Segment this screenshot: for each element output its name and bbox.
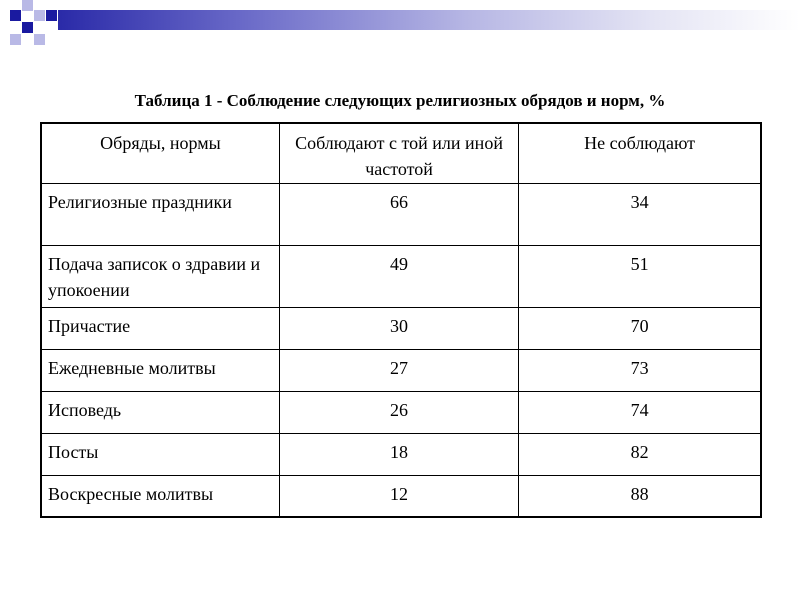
observe-value: 27 <box>279 349 518 391</box>
decor-square <box>46 10 57 21</box>
observe-value: 18 <box>279 433 518 475</box>
decor-square <box>22 0 33 11</box>
table-row <box>41 391 761 433</box>
table-row <box>41 183 761 245</box>
data-table <box>40 122 762 518</box>
table-row <box>41 475 761 517</box>
row-label: Воскресные молитвы <box>41 475 279 517</box>
table-row <box>41 307 761 349</box>
not-observe-value: 73 <box>519 349 761 391</box>
not-observe-value: 70 <box>519 307 761 349</box>
observe-value: 26 <box>279 391 518 433</box>
decor-square <box>22 22 33 33</box>
table-row <box>41 349 761 391</box>
not-observe-value: 82 <box>519 433 761 475</box>
slide-header-decoration <box>0 0 800 50</box>
decor-square <box>10 10 21 21</box>
decor-square <box>34 34 45 45</box>
decor-square <box>34 10 45 21</box>
row-label: Подача записок о здравии и упокоении <box>41 245 279 307</box>
decor-square <box>10 34 21 45</box>
not-observe-value: 34 <box>519 183 761 245</box>
table-row <box>41 433 761 475</box>
not-observe-value: 88 <box>519 475 761 517</box>
observe-value: 49 <box>279 245 518 307</box>
not-observe-value: 74 <box>519 391 761 433</box>
table-title: Таблица 1 - Соблюдение следующих религиозных обрядов и норм, % <box>134 91 666 110</box>
decor-gradient-bar <box>58 10 800 30</box>
observe-value: 12 <box>279 475 518 517</box>
observe-value: 66 <box>279 183 518 245</box>
column-header: Обряды, нормы <box>41 123 279 183</box>
row-label: Причастие <box>41 307 279 349</box>
row-label: Ежедневные молитвы <box>41 349 279 391</box>
column-header: Соблюдают с той или иной частотой <box>279 123 518 183</box>
table-row <box>41 245 761 307</box>
observe-value: 30 <box>279 307 518 349</box>
column-header: Не соблюдают <box>519 123 761 183</box>
row-label: Исповедь <box>41 391 279 433</box>
row-label: Религиозные праздники <box>41 183 279 245</box>
row-label: Посты <box>41 433 279 475</box>
table-header-row <box>41 123 761 183</box>
not-observe-value: 51 <box>519 245 761 307</box>
